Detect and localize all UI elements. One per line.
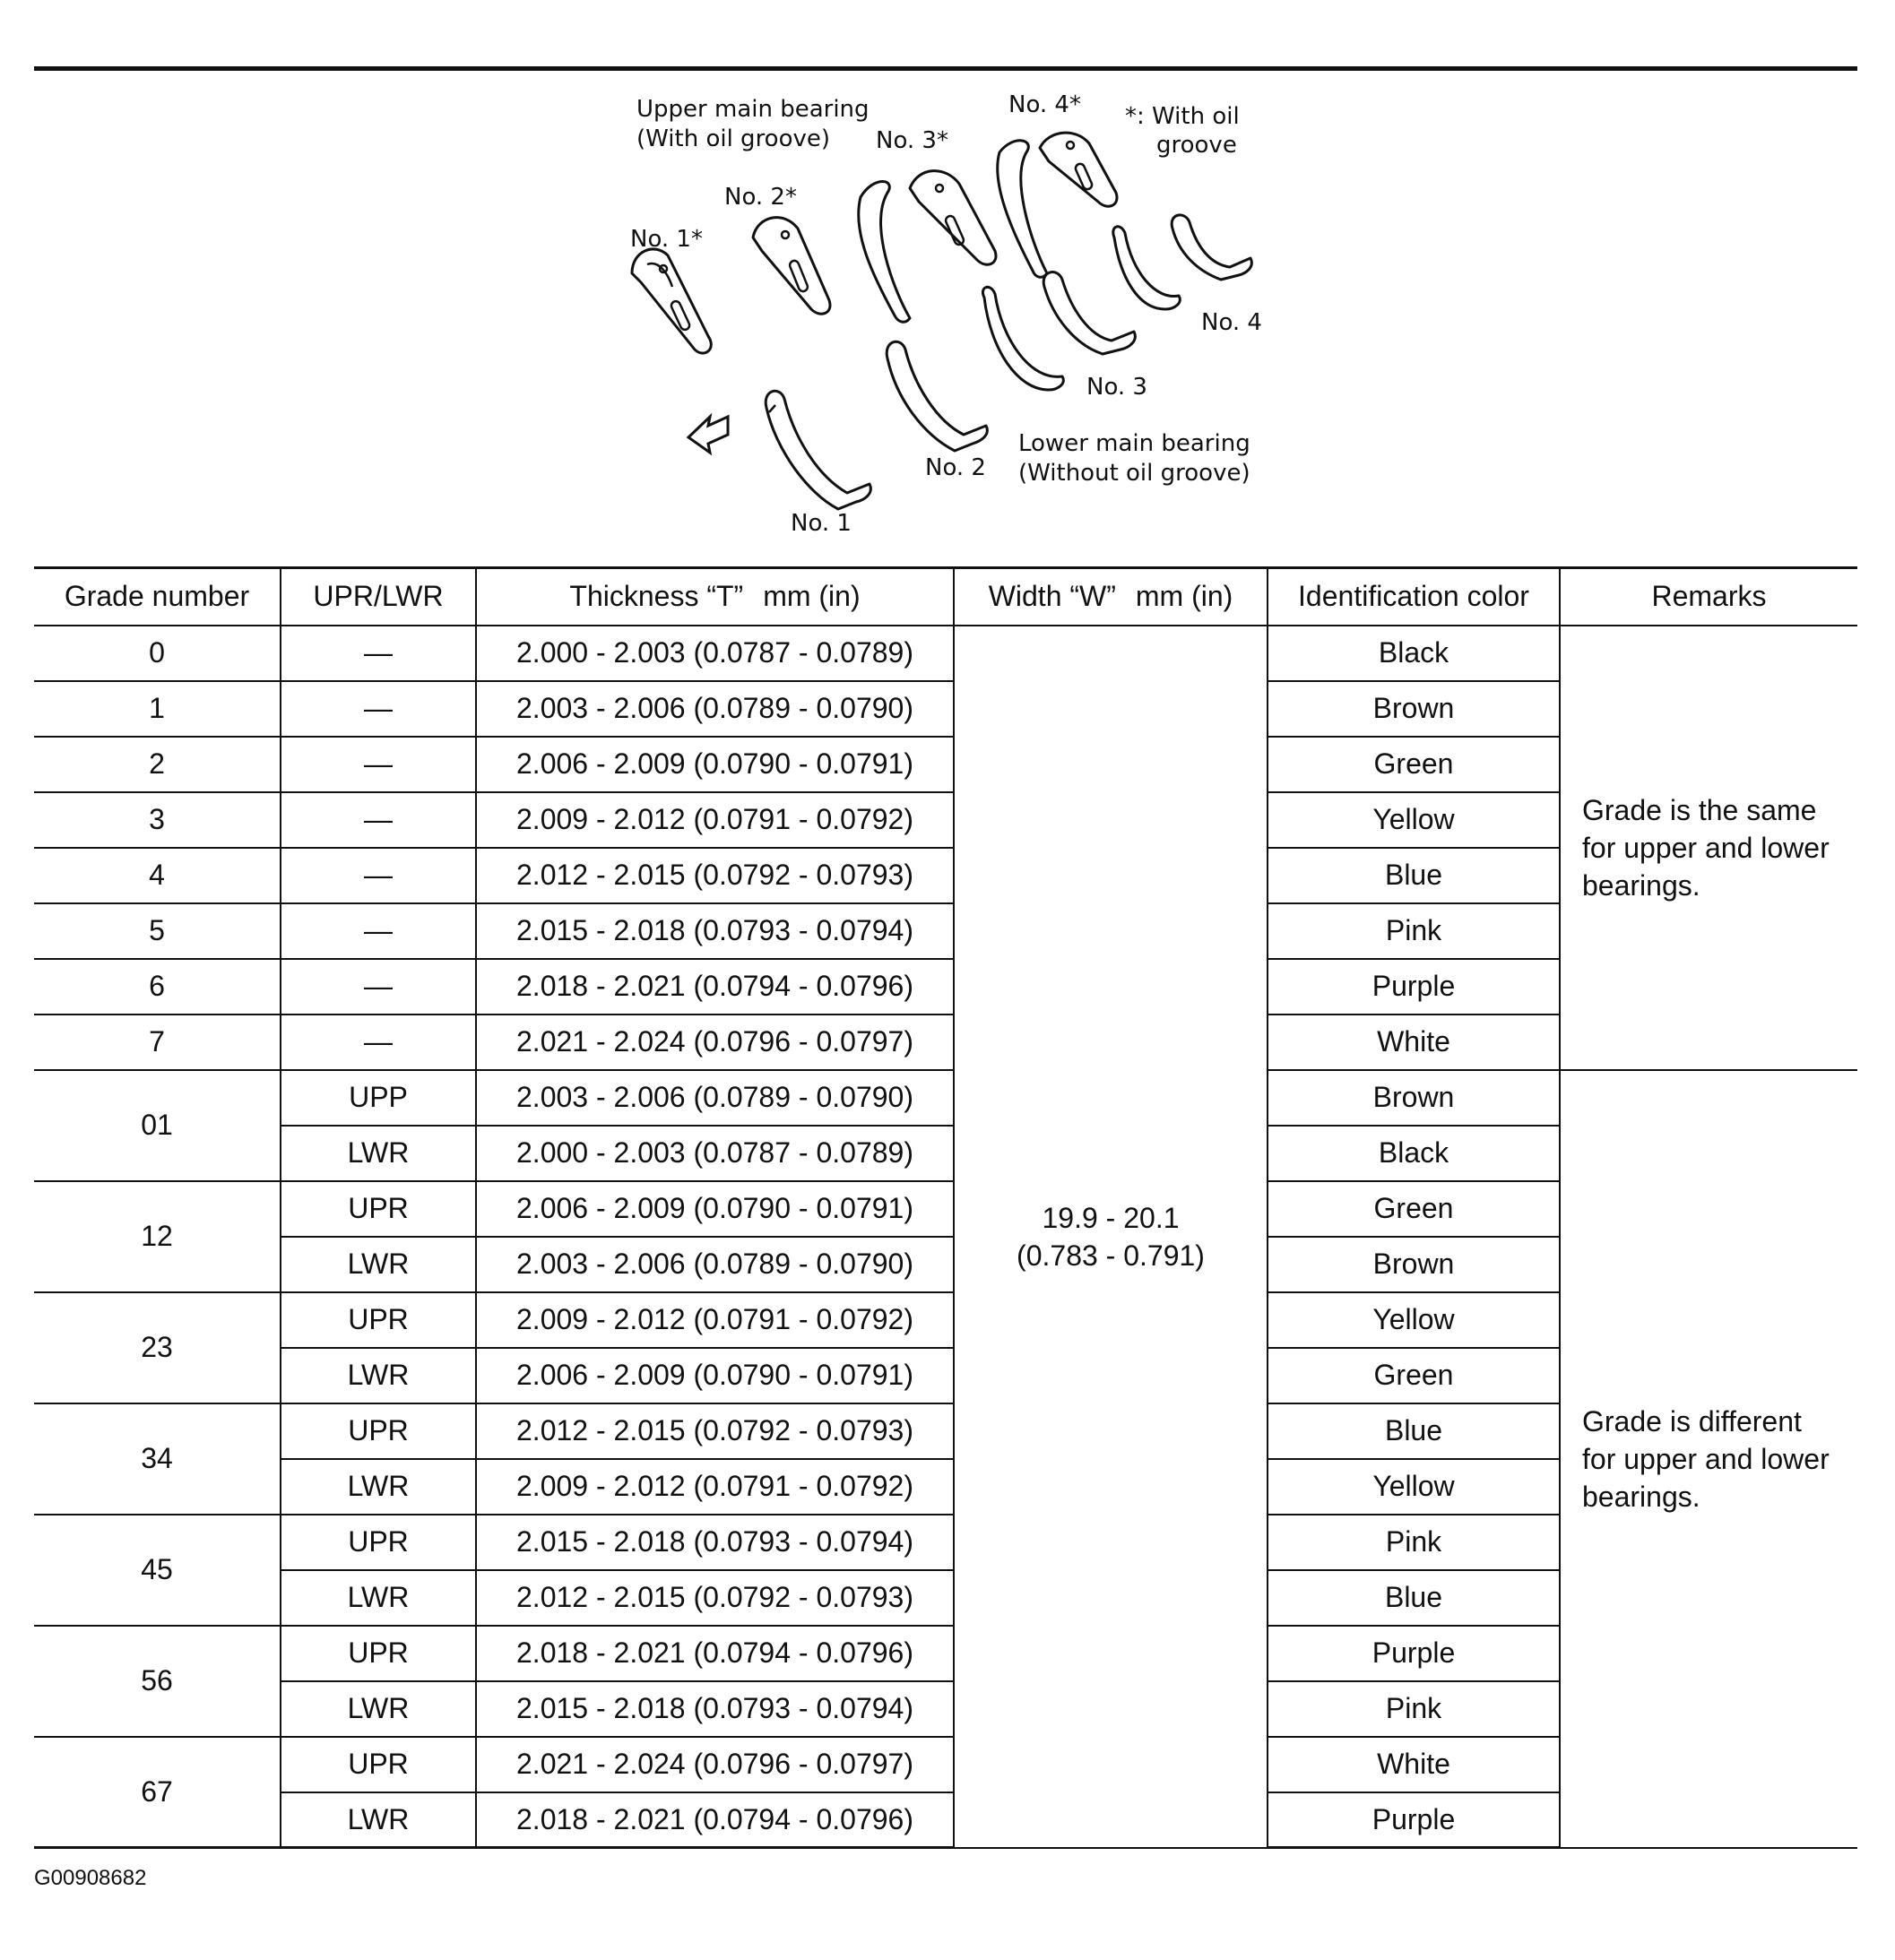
lower-label-line1: Lower main bearing xyxy=(1018,430,1250,457)
lower-bearing-no4 xyxy=(1172,215,1251,280)
header-color: Identification color xyxy=(1268,568,1560,626)
color-cell: Pink xyxy=(1268,1681,1560,1737)
thickness-cell: 2.006 - 2.009 (0.0790 - 0.0791) xyxy=(476,1181,954,1237)
thickness-cell: 2.018 - 2.021 (0.0794 - 0.0796) xyxy=(476,1792,954,1848)
color-cell: Pink xyxy=(1268,1515,1560,1570)
bearing-diagram xyxy=(592,81,1309,565)
color-cell: White xyxy=(1268,1015,1560,1070)
grade-cell: 67 xyxy=(34,1737,281,1848)
lower-bearing-no1 xyxy=(766,391,870,509)
lower-no4-label: No. 4 xyxy=(1201,309,1262,336)
grade-cell: 56 xyxy=(34,1626,281,1737)
note-label-line2: groove xyxy=(1156,132,1237,159)
header-thickness-unit: mm (in) xyxy=(763,580,861,613)
header-thickness xyxy=(476,568,954,626)
table-row xyxy=(34,626,1857,681)
thickness-cell: 2.009 - 2.012 (0.0791 - 0.0792) xyxy=(476,1459,954,1515)
thickness-cell: 2.006 - 2.009 (0.0790 - 0.0791) xyxy=(476,737,954,792)
width-value-in: (0.783 - 0.791) xyxy=(1017,1239,1205,1272)
remarks-diff-cell: Grade is different for upper and lower bearings. xyxy=(1560,1070,1857,1848)
thickness-cell: 2.009 - 2.012 (0.0791 - 0.0792) xyxy=(476,792,954,848)
header-grade: Grade number xyxy=(34,568,281,626)
grade-cell: 5 xyxy=(34,903,281,959)
upper-bearing-no2 xyxy=(753,218,830,315)
table-row xyxy=(34,1070,1857,1126)
grade-cell: 34 xyxy=(34,1403,281,1515)
bearing-grade-table xyxy=(34,566,1857,1849)
grade-cell: 7 xyxy=(34,1015,281,1070)
position-cell: UPP xyxy=(281,1070,476,1126)
grade-cell: 6 xyxy=(34,959,281,1015)
color-cell: Brown xyxy=(1268,681,1560,737)
position-cell: UPR xyxy=(281,1626,476,1681)
lower-no1-label: No. 1 xyxy=(791,510,852,537)
thickness-cell: 2.003 - 2.006 (0.0789 - 0.0790) xyxy=(476,1070,954,1126)
thickness-cell: 2.009 - 2.012 (0.0791 - 0.0792) xyxy=(476,1292,954,1348)
thickness-cell: 2.012 - 2.015 (0.0792 - 0.0793) xyxy=(476,1570,954,1626)
header-thickness-label: Thickness “T” xyxy=(569,580,744,613)
position-cell: — xyxy=(281,848,476,903)
grade-cell: 01 xyxy=(34,1070,281,1181)
thickness-cell: 2.015 - 2.018 (0.0793 - 0.0794) xyxy=(476,903,954,959)
position-cell: LWR xyxy=(281,1570,476,1626)
grade-cell: 3 xyxy=(34,792,281,848)
color-cell: White xyxy=(1268,1737,1560,1792)
position-cell: UPR xyxy=(281,1292,476,1348)
color-cell: Green xyxy=(1268,1181,1560,1237)
lower-no2-label: No. 2 xyxy=(925,454,986,481)
grade-cell: 45 xyxy=(34,1515,281,1626)
lower-bearing-no2 xyxy=(887,341,987,451)
thickness-cell: 2.021 - 2.024 (0.0796 - 0.0797) xyxy=(476,1015,954,1070)
upper-no2-label: No. 2* xyxy=(724,184,797,211)
lower-bearing-no4-edge xyxy=(1113,227,1181,309)
position-cell: — xyxy=(281,626,476,681)
thickness-cell: 2.006 - 2.009 (0.0790 - 0.0791) xyxy=(476,1348,954,1403)
upper-label-line2: (With oil groove) xyxy=(636,125,831,152)
upper-bearing-no1 xyxy=(632,249,711,353)
top-rule xyxy=(34,66,1857,71)
color-cell: Purple xyxy=(1268,1792,1560,1848)
position-cell: — xyxy=(281,681,476,737)
color-cell: Green xyxy=(1268,1348,1560,1403)
position-cell: UPR xyxy=(281,1737,476,1792)
grade-cell: 1 xyxy=(34,681,281,737)
bearing-illustration xyxy=(592,81,1309,565)
color-cell: Pink xyxy=(1268,903,1560,959)
lower-label-line2: (Without oil groove) xyxy=(1018,460,1250,487)
figure-id: G00908682 xyxy=(34,1866,147,1890)
position-cell: LWR xyxy=(281,1459,476,1515)
grade-cell: 2 xyxy=(34,737,281,792)
color-cell: Blue xyxy=(1268,848,1560,903)
thickness-cell: 2.012 - 2.015 (0.0792 - 0.0793) xyxy=(476,1403,954,1459)
color-cell: Brown xyxy=(1268,1070,1560,1126)
color-cell: Brown xyxy=(1268,1237,1560,1292)
color-cell: Purple xyxy=(1268,1626,1560,1681)
grade-cell: 12 xyxy=(34,1181,281,1292)
color-cell: Blue xyxy=(1268,1570,1560,1626)
thickness-cell: 2.015 - 2.018 (0.0793 - 0.0794) xyxy=(476,1681,954,1737)
position-cell: UPR xyxy=(281,1515,476,1570)
position-cell: — xyxy=(281,1015,476,1070)
color-cell: Black xyxy=(1268,1126,1560,1181)
front-direction-arrow xyxy=(688,417,728,453)
thickness-cell: 2.003 - 2.006 (0.0789 - 0.0790) xyxy=(476,681,954,737)
note-label-line1: *: With oil xyxy=(1125,103,1240,130)
thickness-cell: 2.015 - 2.018 (0.0793 - 0.0794) xyxy=(476,1515,954,1570)
upper-label-line1: Upper main bearing xyxy=(636,96,870,123)
color-cell: Yellow xyxy=(1268,1292,1560,1348)
thickness-cell: 2.000 - 2.003 (0.0787 - 0.0789) xyxy=(476,626,954,681)
position-cell: LWR xyxy=(281,1681,476,1737)
position-cell: LWR xyxy=(281,1126,476,1181)
position-cell: — xyxy=(281,959,476,1015)
header-width-unit: mm (in) xyxy=(1135,580,1233,613)
position-cell: — xyxy=(281,903,476,959)
color-cell: Blue xyxy=(1268,1403,1560,1459)
thickness-cell: 2.018 - 2.021 (0.0794 - 0.0796) xyxy=(476,959,954,1015)
thickness-cell: 2.018 - 2.021 (0.0794 - 0.0796) xyxy=(476,1626,954,1681)
position-cell: — xyxy=(281,792,476,848)
color-cell: Green xyxy=(1268,737,1560,792)
header-upr-lwr: UPR/LWR xyxy=(281,568,476,626)
upper-bearing-no4-edge xyxy=(998,141,1047,277)
thickness-cell: 2.003 - 2.006 (0.0789 - 0.0790) xyxy=(476,1237,954,1292)
color-cell: Yellow xyxy=(1268,792,1560,848)
width-cell xyxy=(954,626,1268,1848)
position-cell: UPR xyxy=(281,1403,476,1459)
width-value-mm: 19.9 - 20.1 xyxy=(1042,1201,1180,1234)
remarks-same-cell: Grade is the same for upper and lower bearings. xyxy=(1560,626,1857,1070)
upper-bearing-no3-edge xyxy=(859,182,910,323)
lower-bearing-no3 xyxy=(1043,272,1135,354)
color-cell: Yellow xyxy=(1268,1459,1560,1515)
upper-no3-label: No. 3* xyxy=(876,127,948,154)
grade-cell: 23 xyxy=(34,1292,281,1403)
upper-bearing-no3 xyxy=(910,171,996,265)
grade-cell: 0 xyxy=(34,626,281,681)
position-cell: UPR xyxy=(281,1181,476,1237)
grade-cell: 4 xyxy=(34,848,281,903)
position-cell: LWR xyxy=(281,1237,476,1292)
position-cell: — xyxy=(281,737,476,792)
table-header-row xyxy=(34,568,1857,626)
color-cell: Black xyxy=(1268,626,1560,681)
upper-no1-label: No. 1* xyxy=(630,226,703,253)
position-cell: LWR xyxy=(281,1792,476,1848)
position-cell: LWR xyxy=(281,1348,476,1403)
lower-no3-label: No. 3 xyxy=(1086,374,1147,401)
thickness-cell: 2.000 - 2.003 (0.0787 - 0.0789) xyxy=(476,1126,954,1181)
upper-no4-label: No. 4* xyxy=(1008,91,1081,118)
thickness-cell: 2.021 - 2.024 (0.0796 - 0.0797) xyxy=(476,1737,954,1792)
header-width xyxy=(954,568,1268,626)
upper-bearing-no4 xyxy=(1040,133,1117,206)
color-cell: Purple xyxy=(1268,959,1560,1015)
header-remarks: Remarks xyxy=(1560,568,1857,626)
header-width-label: Width “W” xyxy=(988,580,1116,613)
thickness-cell: 2.012 - 2.015 (0.0792 - 0.0793) xyxy=(476,848,954,903)
